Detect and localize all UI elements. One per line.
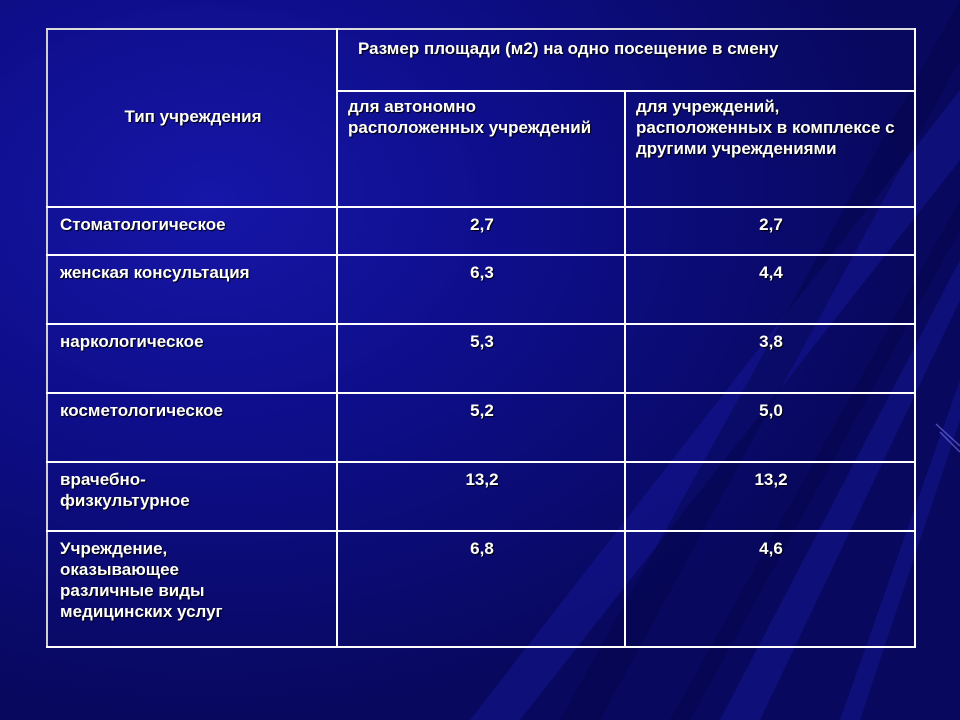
- subheader-autonomous-cell: [337, 91, 625, 207]
- header-area-label: Размер площади (м2) на одно посещение в смену: [358, 39, 779, 58]
- row-name-cell: [47, 255, 337, 324]
- table-row: [47, 207, 915, 255]
- row-name: врачебно-физкультурное: [60, 470, 190, 510]
- row-name-cell: [47, 462, 337, 531]
- row-autonomous-cell: [337, 462, 625, 531]
- header-area-cell: [337, 29, 915, 91]
- row-autonomous-cell: [337, 531, 625, 647]
- row-autonomous-cell: [337, 207, 625, 255]
- header-row: [47, 29, 915, 91]
- header-type-label: Тип учреждения: [124, 106, 262, 126]
- row-complex-cell: [625, 255, 915, 324]
- row-complex-cell: [625, 462, 915, 531]
- row-name: наркологическое: [60, 332, 204, 351]
- row-autonomous-cell: [337, 393, 625, 462]
- table-row: [47, 324, 915, 393]
- subheader-complex-cell: [625, 91, 915, 207]
- row-autonomous-value: 6,8: [470, 539, 494, 558]
- row-complex-value: 2,7: [759, 215, 783, 234]
- subheader-autonomous-label: для автономно расположенных учреждений: [348, 97, 592, 137]
- row-complex-cell: [625, 207, 915, 255]
- row-name: Стоматологическое: [60, 215, 226, 234]
- row-autonomous-value: 13,2: [465, 470, 499, 489]
- row-name: женская консультация: [60, 263, 250, 282]
- row-complex-value: 5,0: [759, 401, 783, 420]
- row-name: Учреждение, оказывающее различные виды медицинских услуг: [60, 539, 223, 621]
- row-autonomous-cell: [337, 324, 625, 393]
- row-complex-value: 13,2: [754, 470, 788, 489]
- row-autonomous-value: 2,7: [470, 215, 494, 234]
- row-name-cell: [47, 324, 337, 393]
- row-autonomous-value: 6,3: [470, 263, 494, 282]
- table-row: [47, 255, 915, 324]
- row-complex-cell: [625, 393, 915, 462]
- row-complex-value: 4,6: [759, 539, 783, 558]
- row-complex-cell: [625, 531, 915, 647]
- row-autonomous-value: 5,2: [470, 401, 494, 420]
- row-complex-value: 4,4: [759, 263, 783, 282]
- table-row: [47, 531, 915, 647]
- row-autonomous-value: 5,3: [470, 332, 494, 351]
- table-row: [47, 462, 915, 531]
- row-autonomous-cell: [337, 255, 625, 324]
- row-name: косметологическое: [60, 401, 223, 420]
- row-name-cell: [47, 393, 337, 462]
- row-complex-value: 3,8: [759, 332, 783, 351]
- row-name-cell: [47, 531, 337, 647]
- header-type-cell: [47, 29, 337, 207]
- row-complex-cell: [625, 324, 915, 393]
- subheader-complex-label: для учреждений, расположенных в комплексе с другими учреждениями: [636, 97, 895, 158]
- area-norms-table: [46, 28, 916, 648]
- row-name-cell: [47, 207, 337, 255]
- table-row: [47, 393, 915, 462]
